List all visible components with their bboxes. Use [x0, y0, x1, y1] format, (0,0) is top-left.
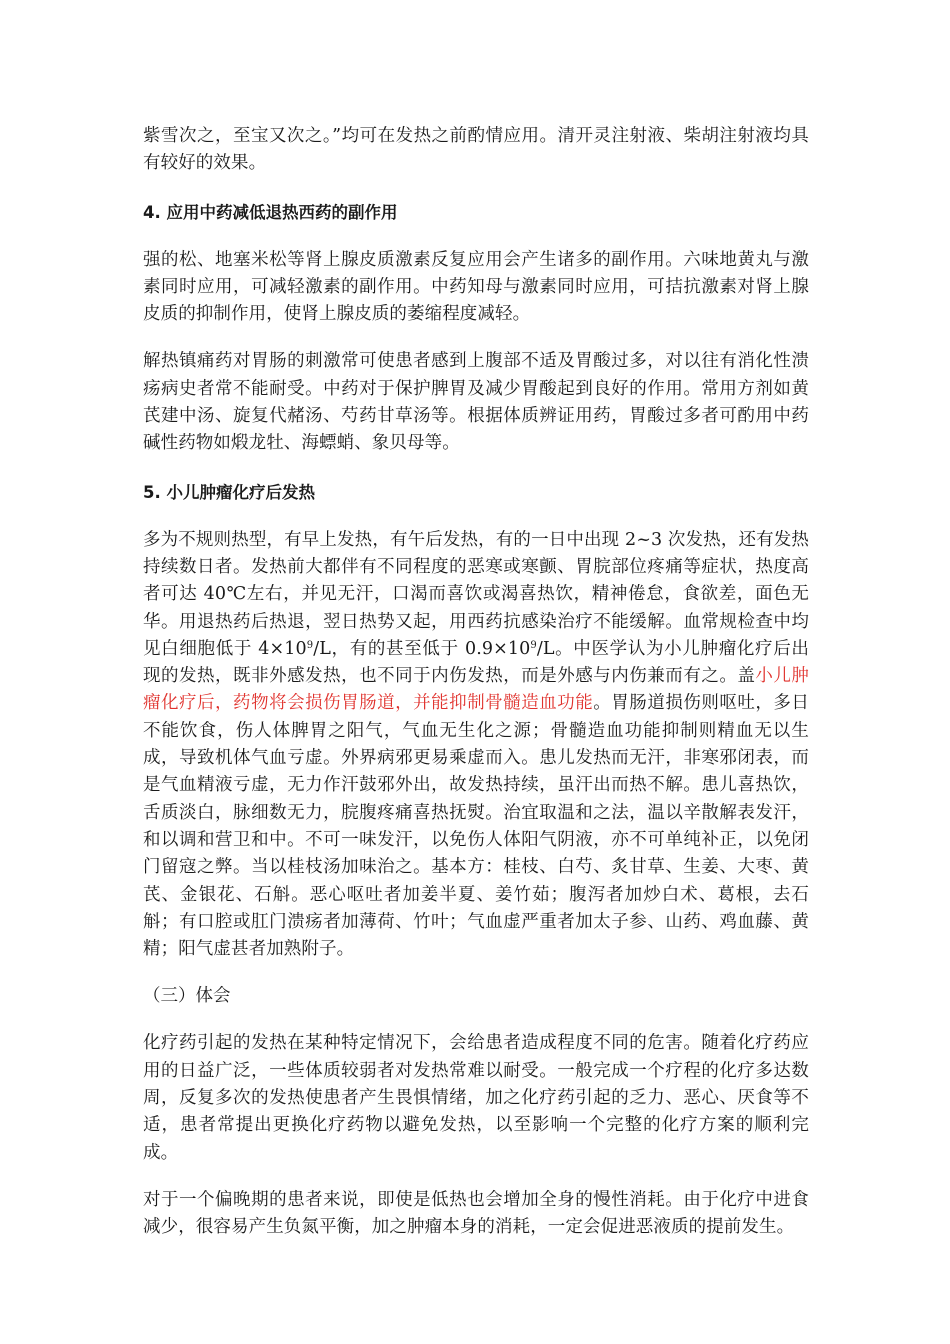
paragraph-steroid-side-effects: 强的松、地塞米松等肾上腺皮质激素反复应用会产生诸多的副作用。六味地黄丸与激素同时应用，可减轻激素的副作用。中药知母与激素同时应用，可拮抗激素对肾上腺皮质的抑制作用，使肾上腺皮质的萎缩程度减轻。 — [143, 249, 809, 325]
section-heading-4: 4. 应用中药减低退热西药的副作用 — [143, 202, 398, 222]
pediatric-text-b: /L，有的甚至低于 0.9×10 — [313, 638, 531, 659]
document-body — [143, 123, 809, 1242]
pediatric-text-c: /L。中医学认为小儿肿瘤化疗后出现的发热，既非外感发热，也不同于内伤发热，而是外感与内伤兼而有之。盖 — [143, 638, 809, 687]
highlighted-text: 小儿肿瘤化疗后，药物将会损伤胃肠道，并能抑制骨髓造血功能 — [143, 666, 809, 714]
pediatric-text-a: 多为不规则热型，有早上发热，有午后发热，有的一日中出现 2~3 次发热，还有发热持续数日者。发热前大都伴有不同程度的恶寒或寒颤、胃脘部位疼痛等症状，热度高者可达 40℃左右，并见无汗，口渴而喜饮或渴喜热饮，精神倦怠，食欲差，面色无华。用退热药后热退，翌日热势又起，用西药抗感染治疗不能缓解。血常规检查中均见白细胞低于 4×10 — [143, 529, 809, 659]
paragraph-late-stage: 对于一个偏晚期的患者来说，即使是低热也会增加全身的慢性消耗。由于化疗中进食减少，很容易产生负氮平衡，加之肿瘤本身的消耗，一定会促进恶液质的提前发生。 — [143, 1189, 809, 1238]
pediatric-text-d: 。胃肠道损伤则呕吐，多日不能饮食，伤人体脾胃之阳气，气血无生化之源；骨髓造血功能抑制则精血无以生成，导致机体气血亏虚。外界病邪更易乘虚而入。患儿发热而无汗，非寒邪闭表，而是气血精液亏虚，无力作汗鼓邪外出，故发热持续，虽汗出而热不解。患儿喜热饮，舌质淡白，脉细数无力，脘腹疼痛喜热抚熨。治宜取温和之法，温以辛散解表发汗，和以调和营卫和中。不可一味发汗，以免伤人体阳气阴液，亦不可单纯补正，以免闭门留寇之弊。当以桂枝汤加味治之。基本方：桂枝、白芍、炙甘草、生姜、大枣、黄芪、金银花、石斛。恶心呕吐者加姜半夏、姜竹茹；腹泻者加炒白术、葛根，去石斛；有口腔或肛门溃疡者加薄荷、竹叶；气血虚严重者加太子参、山药、鸡血藤、黄精；阳气虚甚者加熟附子。 — [143, 693, 810, 960]
section-heading-5: 5. 小儿肿瘤化疗后发热 — [143, 482, 315, 502]
paragraph-intro: 紫雪次之，至宝又次之。”均可在发热之前酌情应用。清开灵注射液、柴胡注射液均具有较好的效果。 — [143, 126, 809, 174]
paragraph-experience: 化疗药引起的发热在某种特定情况下，会给患者造成程度不同的危害。随着化疗药应用的日益广泛，一些体质较弱者对发热常难以耐受。一般完成一个疗程的化疗多达数周，反复多次的发热使患者产生畏惧情绪，加之化疗药引起的乏力、恶心、厌食等不适，患者常提出更换化疗药物以避免发热，以至影响一个完整的化疗方案的顺利完成。 — [143, 1033, 809, 1163]
superscript-exponent: 9 — [530, 639, 537, 651]
subsection-heading: （三）体会 — [143, 986, 231, 1007]
paragraph-analgesic-stomach: 解热镇痛药对胃肠的刺激常可使患者感到上腹部不适及胃酸过多，对以往有消化性溃疡病史者常不能耐受。中药对于保护脾胃及减少胃酸起到良好的作用。常用方剂如黄芪建中汤、旋复代赭汤、芍药甘草汤等。根据体质辨证用药，胃酸过多者可酌用中药碱性药物如煅龙牡、海螵蛸、象贝母等。 — [143, 351, 809, 454]
paragraph-pediatric-fever — [143, 527, 809, 964]
superscript-exponent: 9 — [306, 639, 314, 651]
